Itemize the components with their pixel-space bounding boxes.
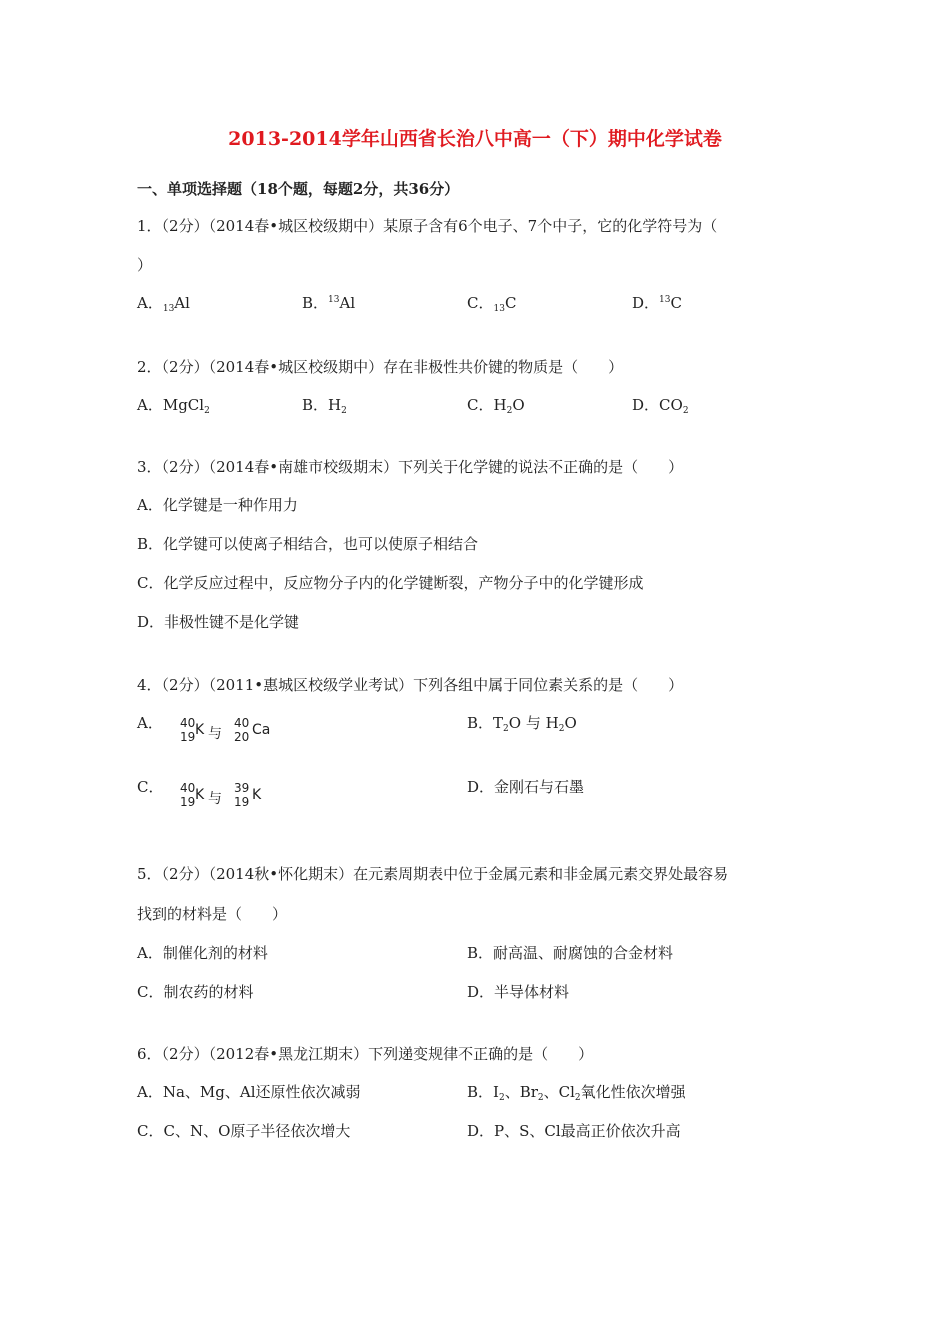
q2-option-d[interactable]: D．$CO_2$	[632, 396, 689, 416]
q4-option-a[interactable]: A．	[137, 714, 163, 732]
q1-option-c[interactable]: C．$_{13}$C	[467, 294, 517, 314]
q1-option-a[interactable]: A．$_{13}$Al	[137, 294, 190, 314]
q1-option-b[interactable]: B．$^{13}$Al	[302, 294, 356, 312]
q2-option-c[interactable]: C．$H_2O$	[467, 396, 525, 416]
question-5-stem-line2: 找到的材料是（ ）	[137, 905, 288, 923]
q5-option-b[interactable]: B．耐高温、耐腐蚀的合金材料	[467, 944, 674, 962]
q5-option-d[interactable]: D．半导体材料	[467, 983, 570, 1001]
q5-option-c[interactable]: C．制农药的材料	[137, 983, 254, 1001]
q4-option-c[interactable]: C．	[137, 778, 164, 796]
nuclide-k-40: 40 19 K	[180, 781, 205, 809]
q1-option-d[interactable]: D．$^{13}$C	[632, 294, 682, 312]
q3-option-b[interactable]: B．化学键可以使离子相结合，也可以使原子相结合	[137, 535, 479, 553]
q3-option-c[interactable]: C．化学反应过程中，反应物分子内的化学键断裂，产物分子中的化学键形成	[137, 574, 644, 592]
nuclide-ca-40: 40 20 Ca	[234, 716, 271, 744]
question-6-stem: 6．（2分）（2012春•黑龙江期末）下列递变规律不正确的是（ ）	[137, 1045, 594, 1063]
question-1-stem-end: ）	[137, 256, 153, 274]
q4-option-b[interactable]: B．$T_2O$ 与 $H_2O$	[467, 714, 577, 734]
section-heading: 一、单项选择题（18个题，每题2分，共36分）	[137, 180, 460, 198]
question-3-stem: 3．（2分）（2014春•南雄市校级期末）下列关于化学键的说法不正确的是（ ）	[137, 458, 684, 476]
q6-option-b[interactable]: B．$I_2$、$Br_2$、$Cl_2$氧化性依次增强	[467, 1083, 686, 1103]
question-5-stem: 5．（2分）（2014秋•怀化期末）在元素周期表中位于金属元素和非金属元素交界处最容易	[137, 865, 729, 883]
question-4-stem: 4．（2分）（2011•惠城区校级学业考试）下列各组中属于同位素关系的是（ ）	[137, 676, 684, 694]
q6-option-c[interactable]: C．C、N、O原子半径依次增大	[137, 1122, 351, 1140]
nuclide-k-40: 40 19 K	[180, 716, 205, 744]
q4-option-c-formula: 40 19 K 与 39 19 K	[180, 781, 270, 811]
q6-option-d[interactable]: D．P、S、Cl最高正价依次升高	[467, 1122, 681, 1140]
nuclide-k-39: 39 19 K	[234, 781, 262, 809]
q3-option-d[interactable]: D．非极性键不是化学键	[137, 613, 300, 631]
q5-option-a[interactable]: A．制催化剂的材料	[137, 944, 268, 962]
q3-option-a[interactable]: A．化学键是一种作用力	[137, 496, 298, 514]
question-2-stem: 2．（2分）（2014春•城区校级期中）存在非极性共价键的物质是（ ）	[137, 358, 624, 376]
exam-title: 2013-2014学年山西省长治八中高一（下）期中化学试卷	[228, 128, 722, 150]
q2-option-a[interactable]: A．MgCl$_2$	[137, 396, 210, 416]
question-1-stem: 1．（2分）（2014春•城区校级期中）某原子含有6个电子、7个中子，它的化学符号为（	[137, 217, 718, 235]
q4-option-a-formula: 40 19 K 与 40 20 Ca	[180, 716, 271, 744]
q2-option-b[interactable]: B．$H_2$	[302, 396, 347, 416]
q4-option-d[interactable]: D．金刚石与石墨	[467, 778, 585, 796]
q6-option-a[interactable]: A．Na、Mg、Al还原性依次减弱	[137, 1083, 361, 1101]
